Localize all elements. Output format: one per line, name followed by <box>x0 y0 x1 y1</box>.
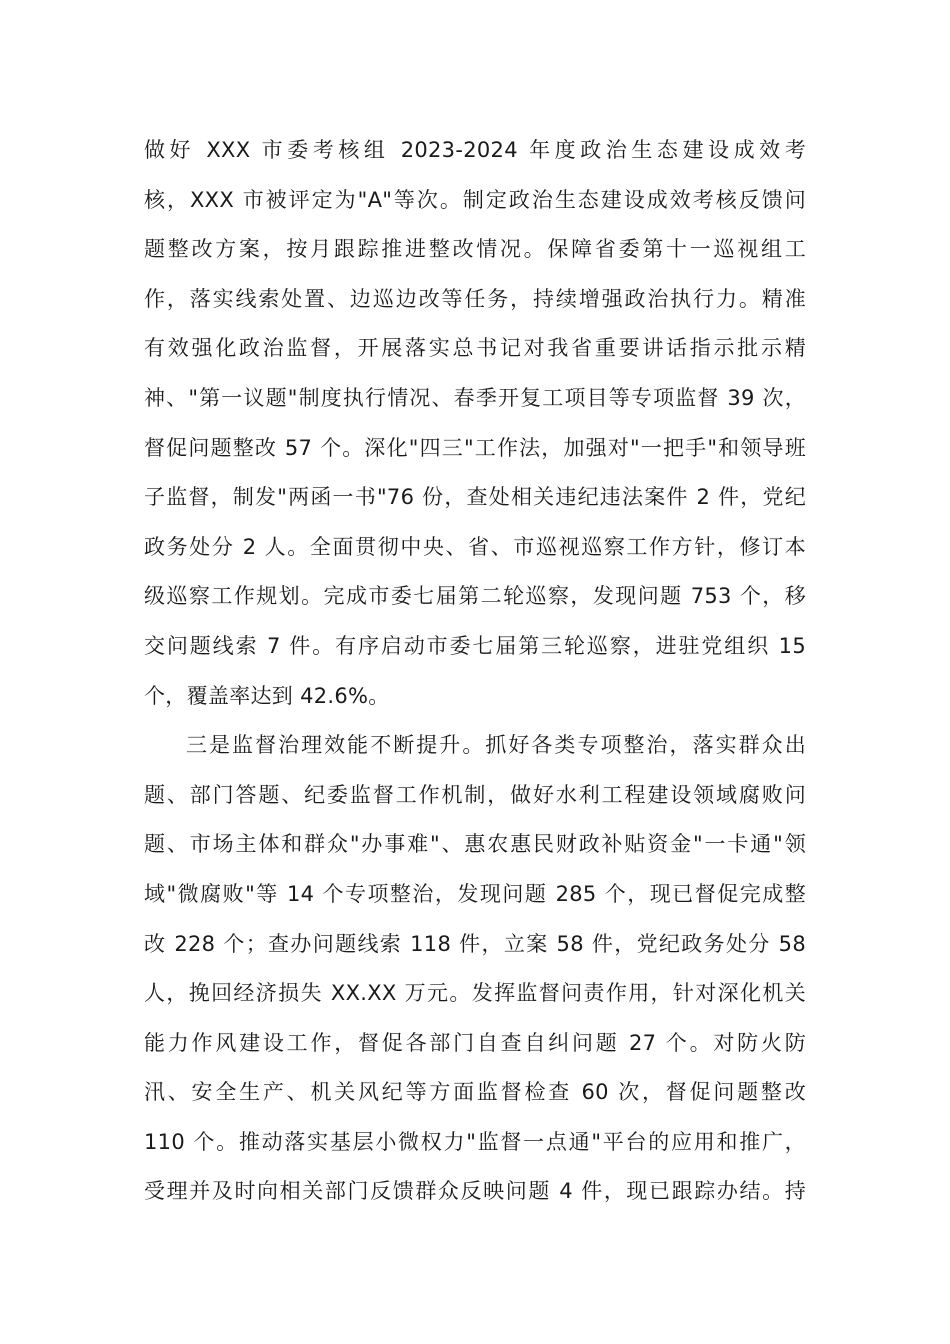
text-line: 政务处分 2 人。全面贯彻中央、省、市巡视巡察工作方针，修订本 <box>144 534 806 559</box>
text-line: 有效强化政治监督，开展落实总书记对我省重要讲话指示批示精 <box>144 336 806 361</box>
text-line: 汛、安全生产、机关风纪等方面监督检查 60 次，督促问题整改 <box>144 1080 806 1105</box>
text-line: 受理并及时向相关部门反馈群众反映问题 4 件，现已跟踪办结。持 <box>144 1179 806 1204</box>
paragraph-political-supervision <box>144 126 806 721</box>
paragraph-supervision-governance <box>144 721 806 1217</box>
text-line: 督促问题整改 57 个。深化"四三"工作法，加强对"一把手"和领导班 <box>144 435 806 460</box>
text-line: 子监督，制发"两函一书"76 份，查处相关违纪违法案件 2 件，党纪 <box>144 485 806 510</box>
text-line: 个，覆盖率达到 42.6%。 <box>144 683 390 708</box>
text-line: 域"微腐败"等 14 个专项整治，发现问题 285 个，现已督促完成整 <box>144 881 806 906</box>
text-line: 做好 XXX 市委考核组 2023-2024 年度政治生态建设成效考 <box>144 138 806 162</box>
text-line: 作，落实线索处置、边巡边改等任务，持续增强政治执行力。精准 <box>144 286 806 311</box>
text-line: 题整改方案，按月跟踪推进整改情况。保障省委第十一巡视组工 <box>144 237 806 262</box>
text-line: 核，XXX 市被评定为"A"等次。制定政治生态建设成效考核反馈问 <box>144 187 806 212</box>
text-line: 级巡察工作规划。完成市委七届第二轮巡察，发现问题 753 个，移 <box>144 584 806 609</box>
text-line: 人，挽回经济损失 XX.XX 万元。发挥监督问责作用，针对深化机关 <box>144 981 806 1006</box>
text-line: 110 个。推动落实基层小微权力"监督一点通"平台的应用和推广， <box>144 1129 806 1154</box>
text-line: 能力作风建设工作，督促各部门自查自纠问题 27 个。对防火防 <box>144 1030 806 1055</box>
text-line: 交问题线索 7 件。有序启动市委七届第三轮巡察，进驻党组织 15 <box>144 633 806 658</box>
text-line: 改 228 个；查办问题线索 118 件，立案 58 件，党纪政务处分 58 <box>144 931 806 956</box>
text-line: 题、市场主体和群众"办事难"、惠农惠民财政补贴资金"一卡通"领 <box>144 832 806 857</box>
document-page <box>144 126 806 1217</box>
text-line: 题、部门答题、纪委监督工作机制，做好水利工程建设领域腐败问 <box>144 782 806 807</box>
text-line: 三是监督治理效能不断提升。抓好各类专项整治，落实群众出 <box>186 733 806 758</box>
text-line: 神、"第一议题"制度执行情况、春季开复工项目等专项监督 39 次， <box>144 385 806 410</box>
